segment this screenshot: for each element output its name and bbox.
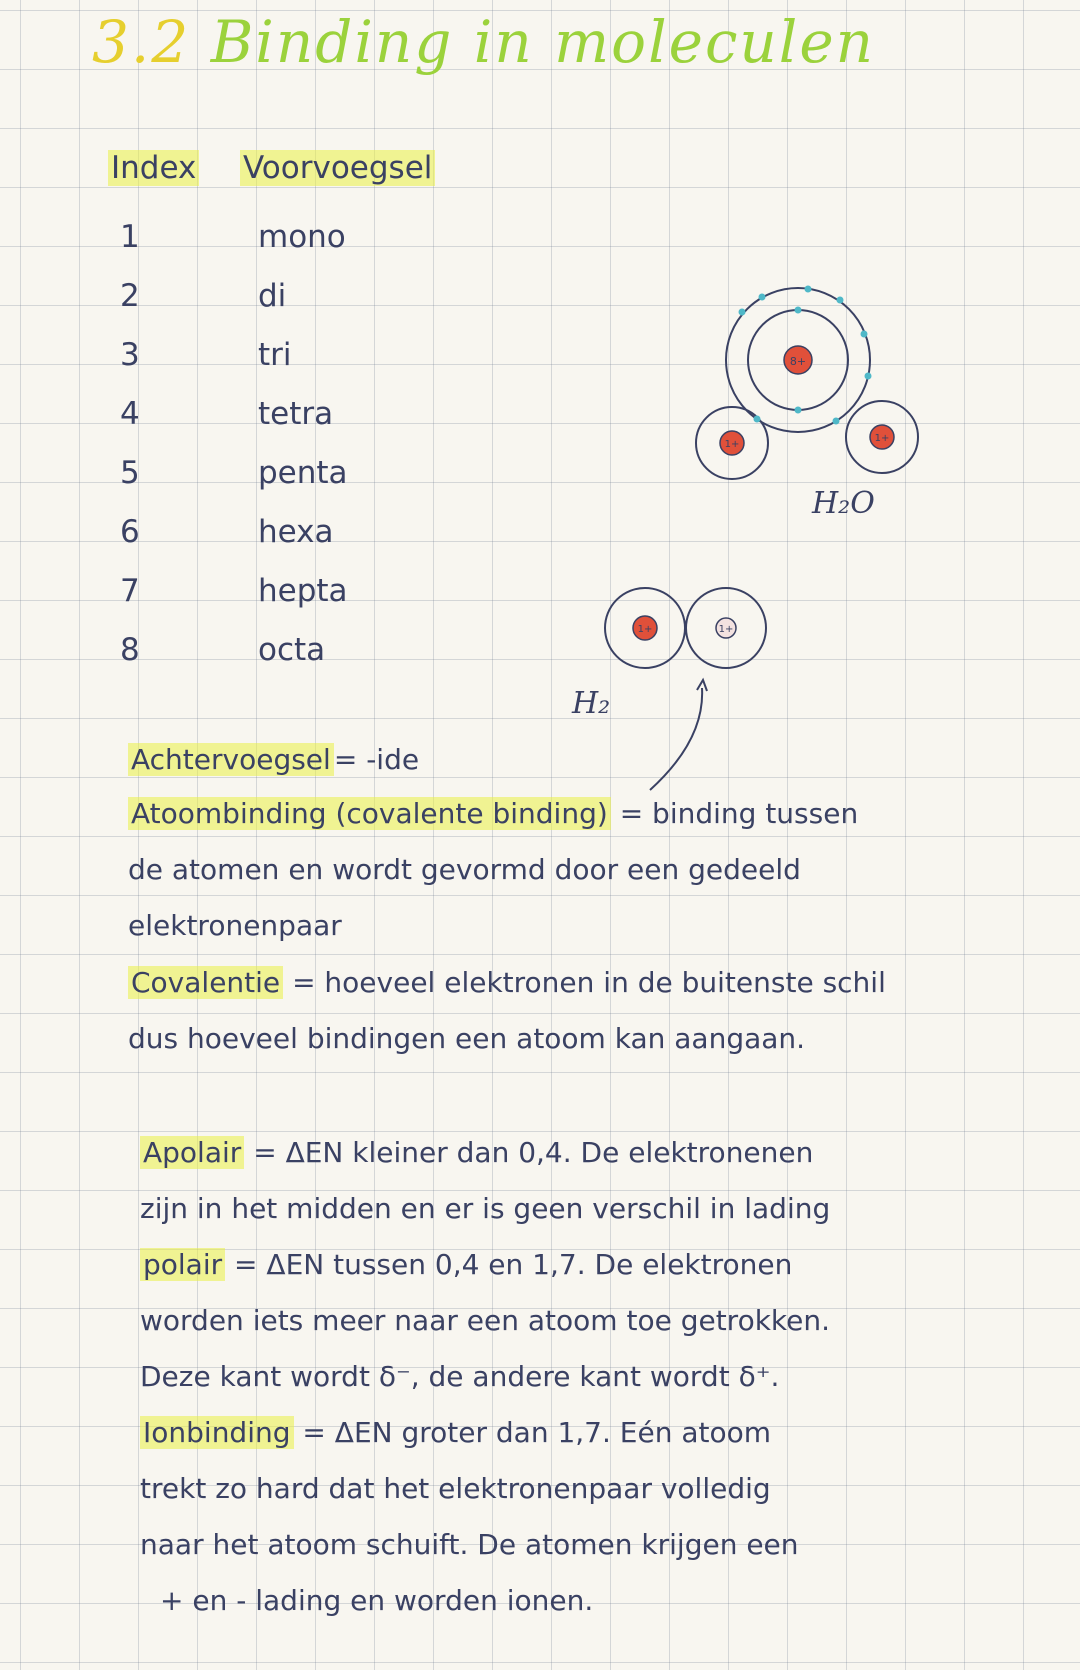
atoombinding-term: Atoombinding (covalente binding)	[128, 797, 611, 830]
covalentie-line-1	[128, 966, 886, 999]
achtervoegsel-term: Achtervoegsel	[128, 743, 334, 776]
ionbinding-line-1	[140, 1416, 771, 1449]
index-cell: 6	[120, 514, 140, 550]
header-index-label: Index	[108, 150, 199, 186]
polair-term: polair	[140, 1248, 225, 1281]
title-text: Binding in moleculen	[210, 8, 876, 76]
index-cell: 4	[120, 396, 140, 432]
h2-right-label: 1+	[718, 624, 734, 635]
index-cell: 7	[120, 573, 140, 609]
index-cell: 2	[120, 278, 140, 314]
covalentie-term: Covalentie	[128, 966, 283, 999]
index-cell: 3	[120, 337, 140, 373]
ionbinding-line-4: + en - lading en worden ionen.	[160, 1584, 594, 1617]
atoombinding-def-1: = binding tussen	[619, 797, 859, 830]
prefix-cell: hexa	[258, 514, 334, 550]
prefix-cell: tri	[258, 337, 292, 373]
index-cell: 8	[120, 632, 140, 668]
index-cell: 5	[120, 455, 140, 491]
h2-pointer-line	[650, 688, 702, 790]
h2-label: H₂	[572, 686, 611, 721]
polair-line-1	[140, 1248, 792, 1281]
atoombinding-line-2: de atomen en wordt gevormd door een gedeeld	[128, 853, 801, 886]
prefix-cell: hepta	[258, 573, 348, 609]
prefix-cell: di	[258, 278, 287, 314]
apolair-line-1	[140, 1136, 813, 1169]
hydrogen-left-label: 1+	[724, 439, 740, 450]
ionbinding-term: Ionbinding	[140, 1416, 294, 1449]
h2o-label: H₂O	[812, 486, 875, 521]
polair-line-2: worden iets meer naar een atoom toe getrokken.	[140, 1304, 831, 1337]
polair-def-1: = ΔEN tussen 0,4 en 1,7. De elektronen	[234, 1248, 793, 1281]
achtervoegsel-line	[128, 743, 419, 776]
index-cell: 1	[120, 219, 140, 255]
prefix-cell: penta	[258, 455, 348, 491]
polair-line-3: Deze kant wordt δ⁻, de andere kant wordt δ⁺.	[140, 1360, 780, 1393]
h2-diagram	[605, 588, 766, 790]
apolair-def-1: = ΔEN kleiner dan 0,4. De elektronenen	[253, 1136, 814, 1169]
apolair-line-2: zijn in het midden en er is geen verschil in lading	[140, 1192, 831, 1225]
achtervoegsel-def: = -ide	[333, 743, 420, 776]
header-prefix-label: Voorvoegsel	[240, 150, 435, 186]
covalentie-def-1: = hoeveel elektronen in de buitenste schil	[292, 966, 886, 999]
prefix-cell: mono	[258, 219, 346, 255]
h2-left-label: 1+	[637, 624, 653, 635]
hydrogen-right-label: 1+	[874, 433, 890, 444]
h2o-diagram	[696, 286, 918, 480]
covalentie-line-2: dus hoeveel bindingen een atoom kan aangaan.	[128, 1022, 806, 1055]
prefix-cell: tetra	[258, 396, 334, 432]
title-number: 3.2	[92, 8, 191, 76]
ionbinding-def-1: = ΔEN groter dan 1,7. Eén atoom	[302, 1416, 772, 1449]
atoombinding-line-3: elektronenpaar	[128, 909, 342, 942]
ionbinding-line-3: naar het atoom schuift. De atomen krijgen een	[140, 1528, 799, 1561]
prefix-cell: octa	[258, 632, 326, 668]
ionbinding-line-2: trekt zo hard dat het elektronenpaar volledig	[140, 1472, 771, 1505]
oxygen-nucleus-label: 8+	[789, 355, 807, 368]
atoombinding-line-1	[128, 797, 858, 830]
apolair-term: Apolair	[140, 1136, 244, 1169]
